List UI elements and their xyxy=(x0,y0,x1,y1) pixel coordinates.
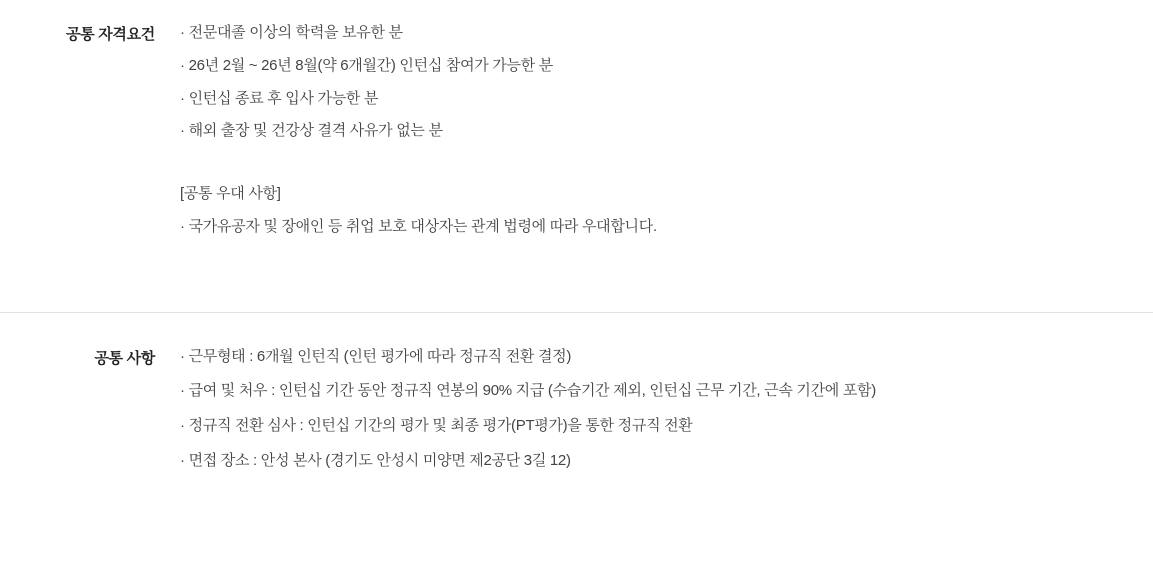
common-info-list xyxy=(180,346,1133,472)
list-item: · 급여 및 처우 : 인턴십 기간 동안 정규직 연봉의 90% 지급 (수습기간 제외, 인턴십 근무 기간, 근속 기간에 포함) xyxy=(180,382,876,400)
list-item: · 인턴십 종료 후 입사 가능한 분 xyxy=(180,89,379,107)
spacer xyxy=(180,153,1133,183)
preference-heading: [공통 우대 사항] xyxy=(180,185,281,202)
list-item: · 면접 장소 : 안성 본사 (경기도 안성시 미양면 제2공단 3길 12) xyxy=(180,451,571,469)
list-item: · 해외 출장 및 건강상 결격 사유가 없는 분 xyxy=(180,122,443,140)
list-item: · 26년 2월 ~ 26년 8월(약 6개월간) 인턴십 참여가 가능한 분 xyxy=(180,56,553,74)
list-item: · 국가유공자 및 장애인 등 취업 보호 대상자는 관계 법령에 따라 우대합니다. xyxy=(180,217,657,235)
list-item: · 근무형태 : 6개월 인턴직 (인턴 평가에 따라 정규직 전환 결정) xyxy=(180,347,572,365)
section-qualifications xyxy=(0,0,1153,238)
list-item: · 정규직 전환 심사 : 인턴십 기간의 평가 및 최종 평가(PT평가)을 통한 정규직 전환 xyxy=(180,417,693,434)
section-common-info-label: 공통 사항 xyxy=(94,349,155,367)
section-qualifications-body xyxy=(180,22,1153,238)
qualification-list xyxy=(180,22,1133,142)
section-qualifications-label: 공통 자격요건 xyxy=(65,26,155,43)
section-common-info-body xyxy=(180,346,1153,485)
section-common-info xyxy=(0,313,1153,485)
preference-list xyxy=(180,216,1133,238)
list-item: · 전문대졸 이상의 학력을 보유한 분 xyxy=(180,24,403,41)
